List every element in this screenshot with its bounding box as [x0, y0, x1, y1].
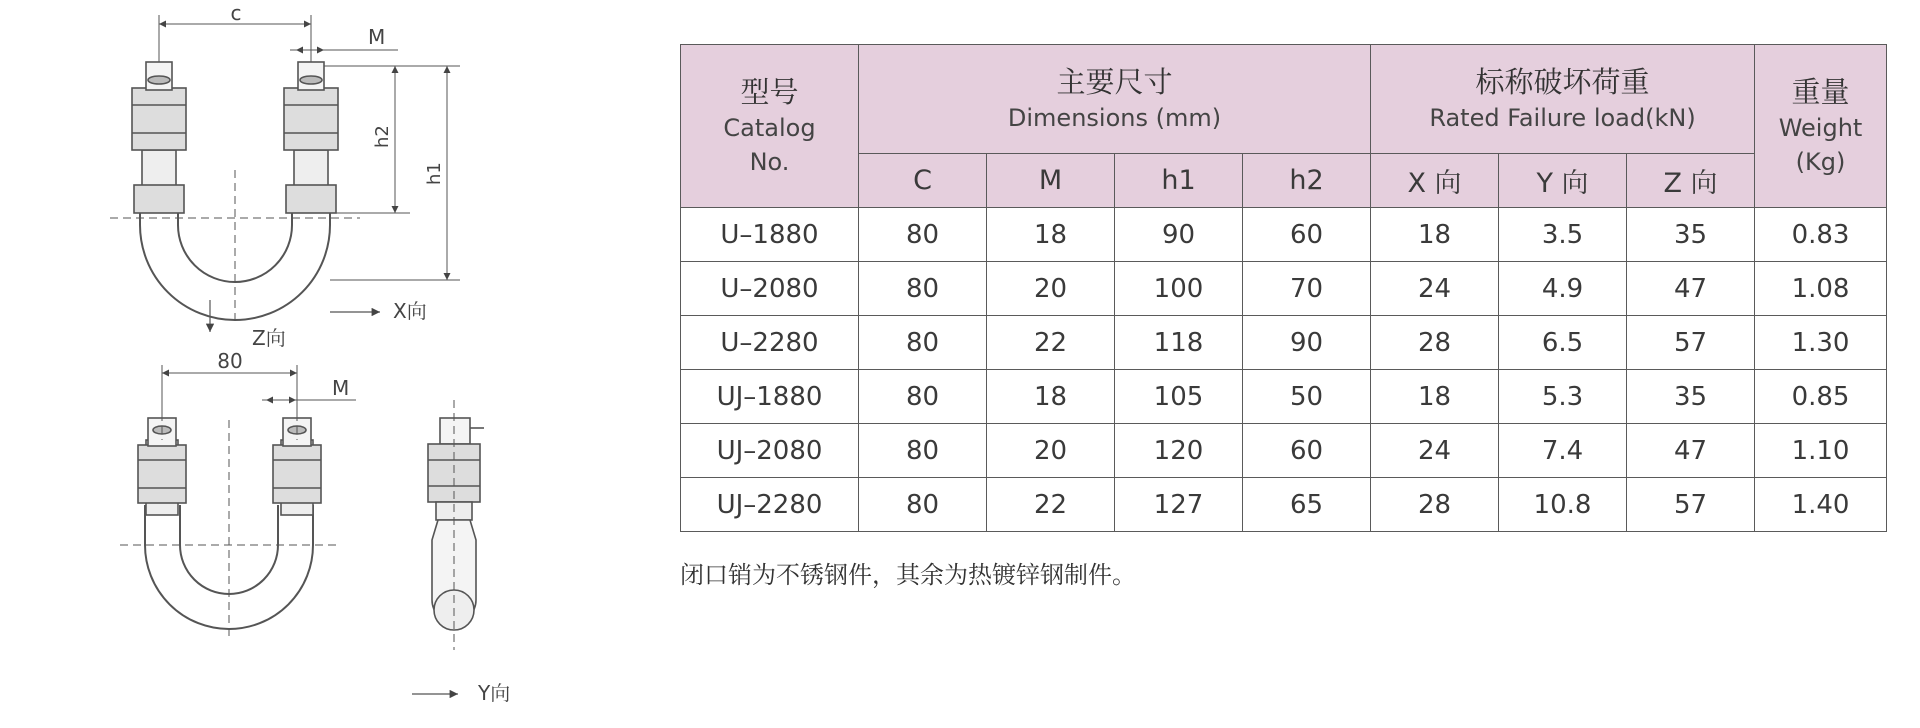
value-cell: 80 — [859, 208, 987, 262]
value-cell: 18 — [987, 370, 1115, 424]
value-cell: 20 — [987, 424, 1115, 478]
subheader-h2: h2 — [1243, 154, 1371, 208]
header-catalog: 型号 Catalog No. — [681, 45, 859, 208]
table-row — [681, 424, 1887, 478]
subheader-m: M — [987, 154, 1115, 208]
value-cell: 1.08 — [1755, 262, 1887, 316]
value-cell: 65 — [1243, 478, 1371, 532]
value-cell: 24 — [1371, 424, 1499, 478]
subheader-c: C — [859, 154, 987, 208]
header-dimensions: 主要尺寸 Dimensions (mm) — [859, 45, 1371, 154]
table-row — [681, 208, 1887, 262]
value-cell: 10.8 — [1499, 478, 1627, 532]
value-cell: 47 — [1627, 424, 1755, 478]
value-cell: 118 — [1115, 316, 1243, 370]
value-cell: 7.4 — [1499, 424, 1627, 478]
value-cell: 80 — [859, 478, 987, 532]
subheader-x: X 向 — [1371, 154, 1499, 208]
value-cell: 1.40 — [1755, 478, 1887, 532]
table-row — [681, 478, 1887, 532]
spec-table — [680, 44, 1887, 532]
catalog-cell: U–1880 — [681, 208, 859, 262]
header-failure-load: 标称破坏荷重 Rated Failure load(kN) — [1371, 45, 1755, 154]
catalog-cell: UJ–2080 — [681, 424, 859, 478]
value-cell: 18 — [1371, 208, 1499, 262]
value-cell: 35 — [1627, 370, 1755, 424]
subheader-h1: h1 — [1115, 154, 1243, 208]
table-body — [681, 208, 1887, 532]
dim-m-label: M — [368, 25, 386, 49]
value-cell: 0.85 — [1755, 370, 1887, 424]
value-cell: 127 — [1115, 478, 1243, 532]
catalog-cell: UJ–2280 — [681, 478, 859, 532]
dim-h1-label: h1 — [424, 162, 445, 185]
value-cell: 57 — [1627, 316, 1755, 370]
value-cell: 57 — [1627, 478, 1755, 532]
value-cell: 5.3 — [1499, 370, 1627, 424]
table-row — [681, 262, 1887, 316]
value-cell: 80 — [859, 370, 987, 424]
value-cell: 3.5 — [1499, 208, 1627, 262]
bottom-view — [120, 365, 356, 640]
right-upper-nut — [284, 88, 338, 150]
value-cell: 18 — [987, 208, 1115, 262]
value-cell: 105 — [1115, 370, 1243, 424]
value-cell: 4.9 — [1499, 262, 1627, 316]
value-cell: 24 — [1371, 262, 1499, 316]
value-cell: 70 — [1243, 262, 1371, 316]
value-cell: 0.83 — [1755, 208, 1887, 262]
dim-c-label: c — [230, 1, 242, 25]
dim-h2-label: h2 — [372, 125, 393, 148]
value-cell: 60 — [1243, 208, 1371, 262]
value-cell: 1.30 — [1755, 316, 1887, 370]
value-cell: 28 — [1371, 316, 1499, 370]
value-cell: 50 — [1243, 370, 1371, 424]
dim-80-label: 80 — [217, 349, 243, 373]
value-cell: 47 — [1627, 262, 1755, 316]
value-cell: 90 — [1115, 208, 1243, 262]
value-cell: 80 — [859, 262, 987, 316]
header-weight: 重量 Weight (Kg) — [1755, 45, 1887, 208]
value-cell: 22 — [987, 316, 1115, 370]
left-lower-nut — [134, 185, 184, 213]
right-pin — [300, 76, 322, 84]
table-row — [681, 316, 1887, 370]
u-bolt-drawing — [0, 0, 660, 728]
side-pin-head — [440, 418, 470, 444]
value-cell: 6.5 — [1499, 316, 1627, 370]
footnote: 闭口销为不锈钢件，其余为热镀锌钢制件。 — [680, 561, 1136, 589]
subheader-z: Z 向 — [1627, 154, 1755, 208]
uj-left-nut — [138, 445, 186, 503]
value-cell: 80 — [859, 316, 987, 370]
top-view — [110, 15, 460, 332]
value-cell: 60 — [1243, 424, 1371, 478]
table-row — [681, 370, 1887, 424]
catalog-cell: U–2280 — [681, 316, 859, 370]
catalog-cell: UJ–1880 — [681, 370, 859, 424]
value-cell: 80 — [859, 424, 987, 478]
uj-right-nut — [273, 445, 321, 503]
left-pin — [148, 76, 170, 84]
right-lower-nut — [286, 185, 336, 213]
value-cell: 120 — [1115, 424, 1243, 478]
y-direction-label: Y向 — [478, 681, 511, 705]
value-cell: 18 — [1371, 370, 1499, 424]
value-cell: 28 — [1371, 478, 1499, 532]
catalog-cell: U–2080 — [681, 262, 859, 316]
value-cell: 35 — [1627, 208, 1755, 262]
x-direction-label: X向 — [393, 299, 427, 323]
left-upper-nut — [132, 88, 186, 150]
value-cell: 90 — [1243, 316, 1371, 370]
subheader-y: Y 向 — [1499, 154, 1627, 208]
value-cell: 22 — [987, 478, 1115, 532]
value-cell: 20 — [987, 262, 1115, 316]
side-view — [412, 400, 484, 694]
value-cell: 1.10 — [1755, 424, 1887, 478]
value-cell: 100 — [1115, 262, 1243, 316]
dim-m-label-2: M — [332, 376, 350, 400]
z-direction-label: Z向 — [252, 326, 286, 350]
